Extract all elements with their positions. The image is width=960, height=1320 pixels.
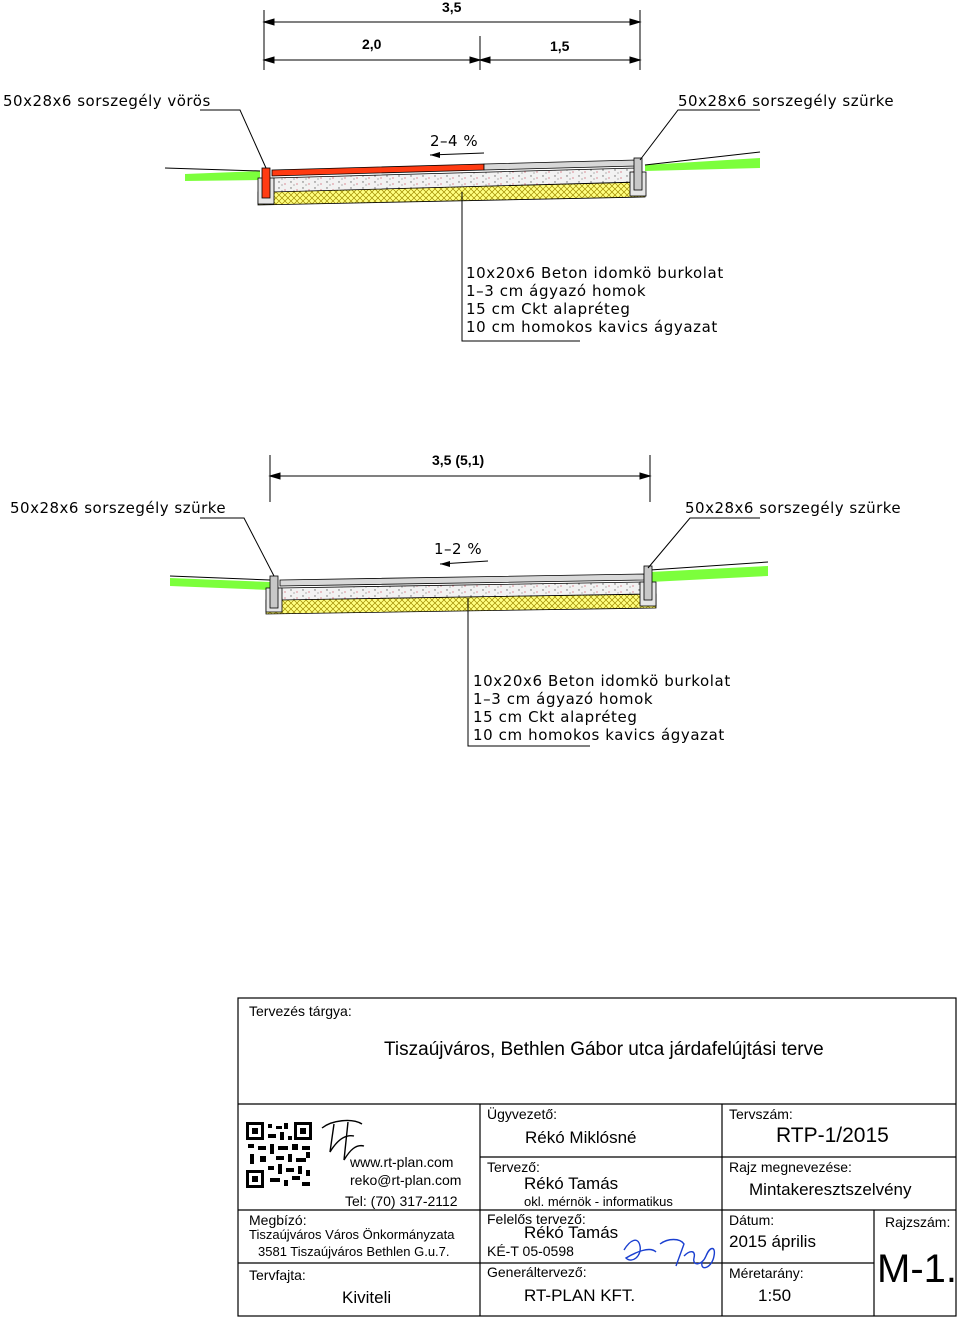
general-designer-label: Generáltervező: — [487, 1264, 587, 1280]
drawing-date: 2015 április — [729, 1232, 816, 1251]
subject-label: Tervezés tárgya: — [249, 1003, 352, 1019]
qr-code — [246, 1122, 312, 1188]
company-phone: Tel: (70) 317-2112 — [345, 1193, 458, 1209]
section2-label-left: 50x28x6 sorszegély szürke — [10, 499, 227, 517]
date-label: Dátum: — [729, 1212, 775, 1228]
drawing-name: Mintakeresztszelvény — [749, 1180, 912, 1199]
project-subject: Tiszaújváros, Bethlen Gábor utca járdafelújtási terve — [384, 1039, 824, 1060]
section2-layer-4: 10 cm homokos kavics ágyazat — [473, 726, 725, 744]
section1-layer-3: 15 cm Ckt alapréteg — [466, 300, 631, 318]
responsible-designer-label: Felelős tervező: — [487, 1211, 586, 1227]
section1-label-left: 50x28x6 sorszegély vörös — [3, 92, 211, 110]
client-label: Megbízó: — [249, 1212, 307, 1228]
section2-dim-total: 3,5 (5,1) — [432, 452, 485, 468]
section1-label-right: 50x28x6 sorszegély szürke — [678, 92, 895, 110]
section1-dim-right: 1,5 — [550, 38, 570, 54]
drawing-name-label: Rajz megnevezése: — [729, 1159, 852, 1175]
drawing-scale: 1:50 — [758, 1286, 792, 1305]
section1-dim-left: 2,0 — [362, 36, 382, 52]
client-address: 3581 Tiszaújváros Bethlen G.u.7. — [258, 1244, 450, 1259]
section2-slope: 1–2 % — [434, 540, 483, 558]
plan-number-label: Tervszám: — [729, 1106, 793, 1122]
plan-number: RTP-1/2015 — [776, 1124, 889, 1147]
section1-dim-total: 3,5 — [442, 0, 462, 15]
company-web: www.rt-plan.com — [350, 1154, 454, 1170]
section2-layers — [473, 672, 731, 744]
type-label: Tervfajta: — [249, 1267, 306, 1283]
designer-label: Tervező: — [487, 1159, 540, 1175]
section2-label-right: 50x28x6 sorszegély szürke — [685, 499, 902, 517]
section2-layer-1: 10x20x6 Beton idomkö burkolat — [473, 672, 731, 690]
manager-name: Rékó Miklósné — [525, 1128, 637, 1147]
section2-layer-2: 1–3 cm ágyazó homok — [473, 690, 654, 708]
drawing-number-label: Rajzszám: — [885, 1214, 951, 1230]
section1-slope: 2–4 % — [430, 132, 479, 150]
client-name: Tiszaújváros Város Önkormányzata — [249, 1227, 455, 1242]
section1-dimensions — [264, 10, 640, 70]
section2-layer-3: 15 cm Ckt alapréteg — [473, 708, 638, 726]
section1-layer-1: 10x20x6 Beton idomkö burkolat — [466, 264, 724, 282]
plan-type: Kiviteli — [342, 1288, 392, 1307]
company-email: reko@rt-plan.com — [350, 1172, 462, 1188]
designer-name: Rékó Tamás — [524, 1174, 619, 1193]
responsible-designer-name: Rékó Tamás — [524, 1223, 619, 1242]
section1-layer-2: 1–3 cm ágyazó homok — [466, 282, 647, 300]
designer-title: okl. mérnök - informatikus — [524, 1194, 673, 1209]
drawing-number: M-1. — [877, 1247, 957, 1291]
section1-layer-4: 10 cm homokos kavics ágyazat — [466, 318, 718, 336]
section1-layers — [466, 264, 724, 336]
responsible-designer-license: KÉ-T 05-0598 — [487, 1243, 574, 1259]
scale-label: Méretarány: — [729, 1265, 804, 1281]
manager-label: Ügyvezető: — [487, 1106, 558, 1122]
general-designer: RT-PLAN KFT. — [524, 1286, 636, 1305]
